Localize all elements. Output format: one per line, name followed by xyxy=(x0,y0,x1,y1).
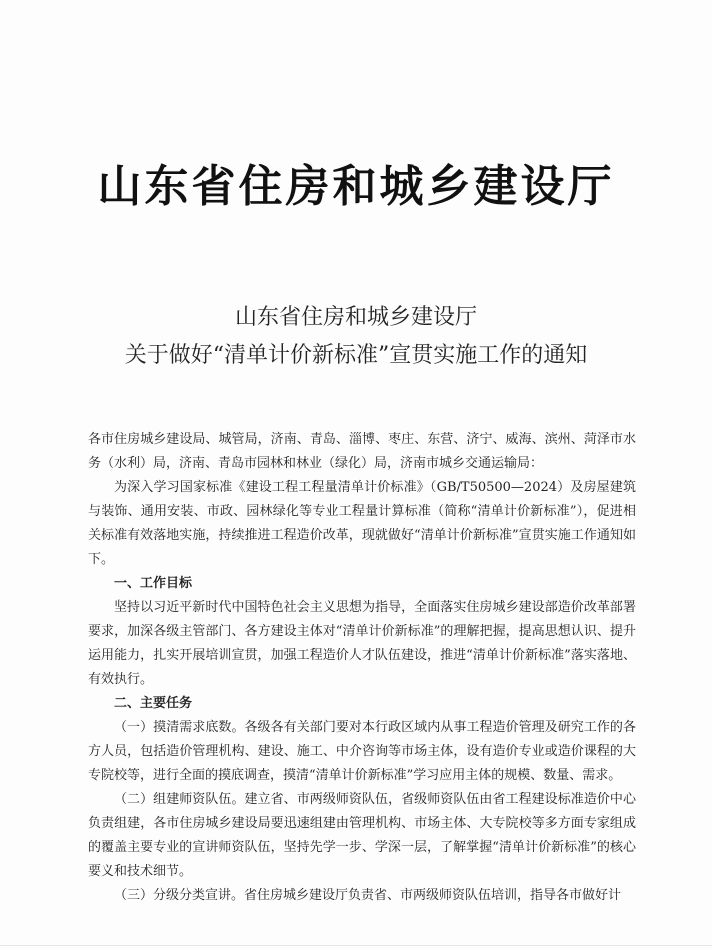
letterhead: 山东省住房和城乡建设厅 xyxy=(97,161,615,212)
intro-paragraph: 为深入学习国家标准《建设工程工程量清单计价标准》（GB/T50500—2024）及房屋建筑与装饰、通用安装、市政、园林绿化等专业工程量计算标准（简称“清单计价新标准”），促进相关标准有效落地实施，持续推进工程造价改革，现就做好“清单计价新标准”宣贯实施工作通知如下。 xyxy=(88,480,636,567)
task3-paragraph: （三）分级分类宣讲。省住房城乡建设厅负责省、市两级师资队伍培训，指导各市做好计 xyxy=(114,888,622,903)
section2-heading: 二、主要任务 xyxy=(114,696,193,711)
document-title-line2: 关于做好“清单计价新标准”宣贯实施工作的通知 xyxy=(124,343,588,368)
section1-heading: 一、工作目标 xyxy=(114,576,193,591)
section1-paragraph: 坚持以习近平新时代中国特色社会主义思想为指导，全面落实住房城乡建设部造价改革部署要求，加深各级主管部门、各方建设主体对“清单计价新标准”的理解把握，提高思想认识、提升运用能力，扎实开展培训宣贯，加强工程造价人才队伍建设，推进“清单计价新标准”落实落地、有效执行。 xyxy=(88,600,636,687)
task2-paragraph: （二）组建师资队伍。建立省、市两级师资队伍，省级师资队伍由省工程建设标准造价中心负责组建，各市住房城乡建设局要迅速组建由管理机构、市场主体、大专院校等多方面专家组成的覆盖主要专业的宣讲师资队伍，坚持先学一步、学深一层，了解掌握“清单计价新标准”的核心要义和技术细节。 xyxy=(88,792,636,879)
task1-paragraph: （一）摸清需求底数。各级各有关部门要对本行政区域内从事工程造价管理及研究工作的各方人员，包括造价管理机构、建设、施工、中介咨询等市场主体，设有造价专业或造价课程的大专院校等，进行全面的摸底调查，摸清“清单计价新标准”学习应用主体的规模、数量、需求。 xyxy=(88,720,636,783)
document-title-line1: 山东省住房和城乡建设厅 xyxy=(234,305,477,330)
page-bottom-edge xyxy=(0,945,712,946)
addressees: 各市住房城乡建设局、城管局，济南、青岛、淄博、枣庄、东营、济宁、威海、滨州、菏泽市水务（水利）局，济南、青岛市园林和林业（绿化）局，济南市城乡交通运输局： xyxy=(88,432,636,471)
document-body xyxy=(88,428,636,908)
